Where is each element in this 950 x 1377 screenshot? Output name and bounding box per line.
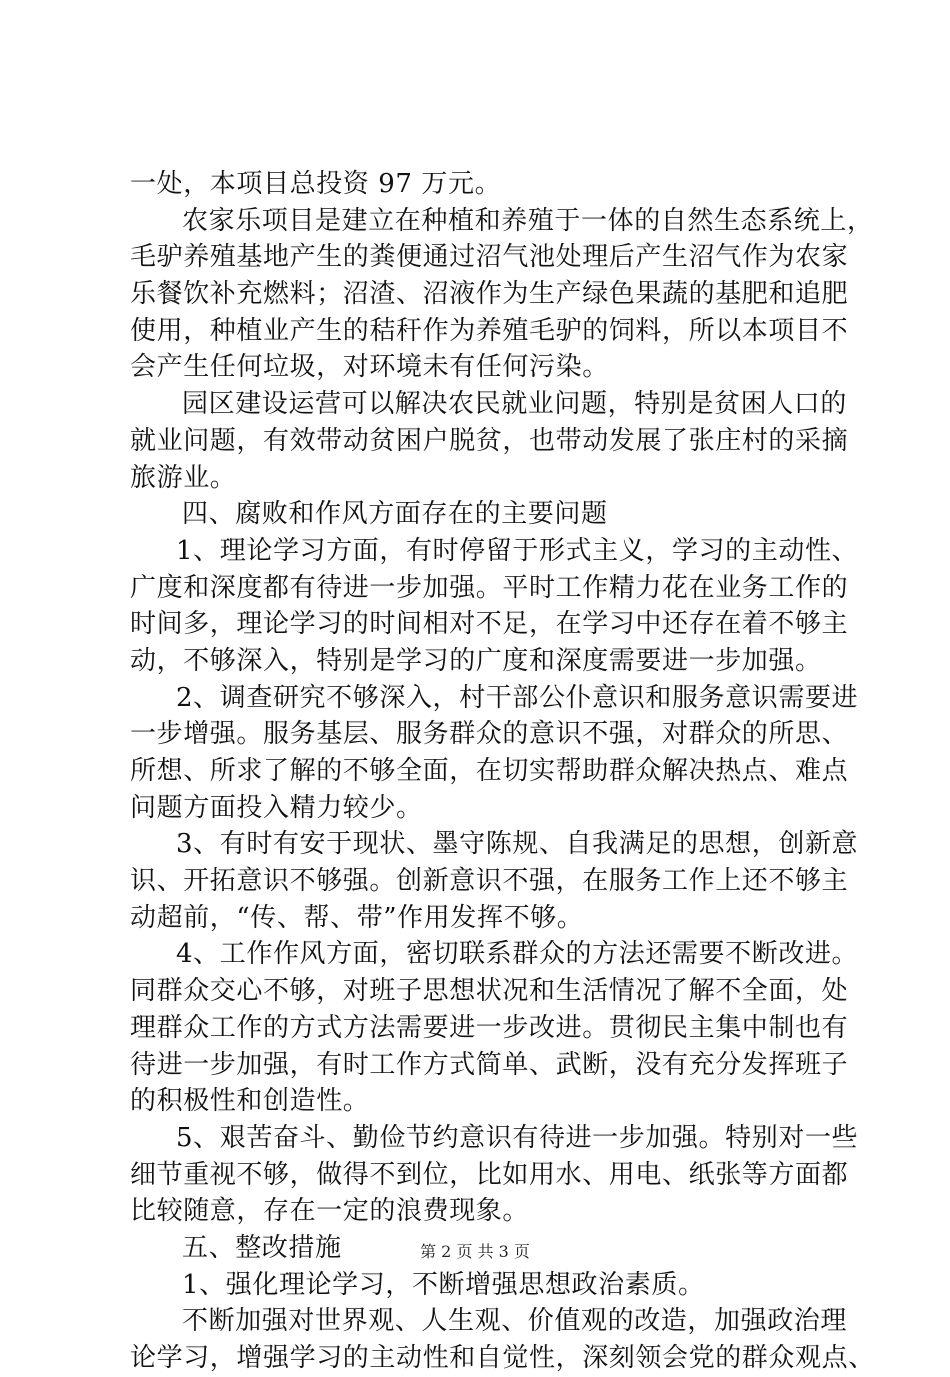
text-line: 待进一步加强，有时工作方式简单、武断，没有充分发挥班子 (130, 1049, 849, 1080)
text-line: 毛驴养殖基地产生的粪便通过沼气池处理后产生沼气作为农家 (130, 242, 849, 273)
text-line: 动，不够深入，特别是学习的广度和深度需要进一步加强。 (130, 645, 822, 676)
text-line: 不断加强对世界观、人生观、价值观的改造，加强政治理 (182, 1306, 848, 1337)
text-line: 会产生任何垃圾，对环境未有任何污染。 (130, 352, 609, 383)
subsection-heading: 1、强化理论学习，不断增强思想政治素质。 (182, 1269, 705, 1300)
document-body (130, 166, 875, 1377)
text-line: 农家乐项目是建立在种植和养殖于一体的自然生态系统上， (182, 205, 874, 236)
text-line: 的积极性和创造性。 (130, 1086, 370, 1117)
text-line: 一步增强。服务基层、服务群众的意识不强，对群众的所思、 (130, 719, 849, 750)
text-line: 时间多，理论学习的时间相对不足，在学习中还存在着不够主 (130, 609, 849, 640)
text-line: 比较随意，存在一定的浪费现象。 (130, 1196, 530, 1227)
text-line: 一处，本项目总投资 97 万元。 (130, 169, 502, 199)
text-line: 使用，种植业产生的秸秆作为养殖毛驴的饲料，所以本项目不 (130, 315, 849, 346)
text-line: 同群众交心不够，对班子思想状况和生活情况了解不全面，处 (130, 976, 849, 1007)
text-line: 园区建设运营可以解决农民就业问题，特别是贫困人口的 (182, 389, 848, 420)
text-line: 旅游业。 (130, 462, 237, 493)
page-number-footer: 第 2 页 共 3 页 (420, 1242, 530, 1261)
text-line: 所想、所求了解的不够全面，在切实帮助群众解决热点、难点 (130, 756, 849, 786)
section-heading: 五、整改措施 (182, 1232, 342, 1263)
text-line: 问题方面投入精力较少。 (130, 792, 423, 823)
text-line: 3、有时有安于现状、墨守陈规、自我满足的思想，创新意 (176, 829, 859, 860)
text-line: 5、艰苦奋斗、勤俭节约意识有待进一步加强。特别对一些 (176, 1122, 859, 1153)
text-line: 乐餐饮补充燃料；沼渣、沼液作为生产绿色果蔬的基肥和追肥 (130, 279, 849, 310)
text-line: 动超前，“传、帮、带”作用发挥不够。 (130, 902, 584, 933)
text-line: 论学习，增强学习的主动性和自觉性，深刻领会党的群众观点、 (130, 1343, 875, 1373)
text-line: 1、理论学习方面，有时停留于形式主义，学习的主动性、 (176, 535, 859, 566)
section-heading: 四、腐败和作风方面存在的主要问题 (182, 499, 608, 530)
text-line: 细节重视不够，做得不到位，比如用水、用电、纸张等方面都 (130, 1159, 849, 1190)
text-line: 识、开拓意识不够强。创新意识不强，在服务工作上还不够主 (130, 866, 849, 897)
text-line: 4、工作作风方面，密切联系群众的方法还需要不断改进。 (176, 939, 859, 970)
text-line: 2、调查研究不够深入，村干部公仆意识和服务意识需要进 (176, 682, 859, 713)
text-line: 就业问题，有效带动贫困户脱贫，也带动发展了张庄村的采摘 (130, 425, 849, 456)
text-line: 理群众工作的方式方法需要进一步改进。贯彻民主集中制也有 (130, 1012, 849, 1043)
text-line: 广度和深度都有待进一步加强。平时工作精力花在业务工作的 (130, 572, 849, 603)
